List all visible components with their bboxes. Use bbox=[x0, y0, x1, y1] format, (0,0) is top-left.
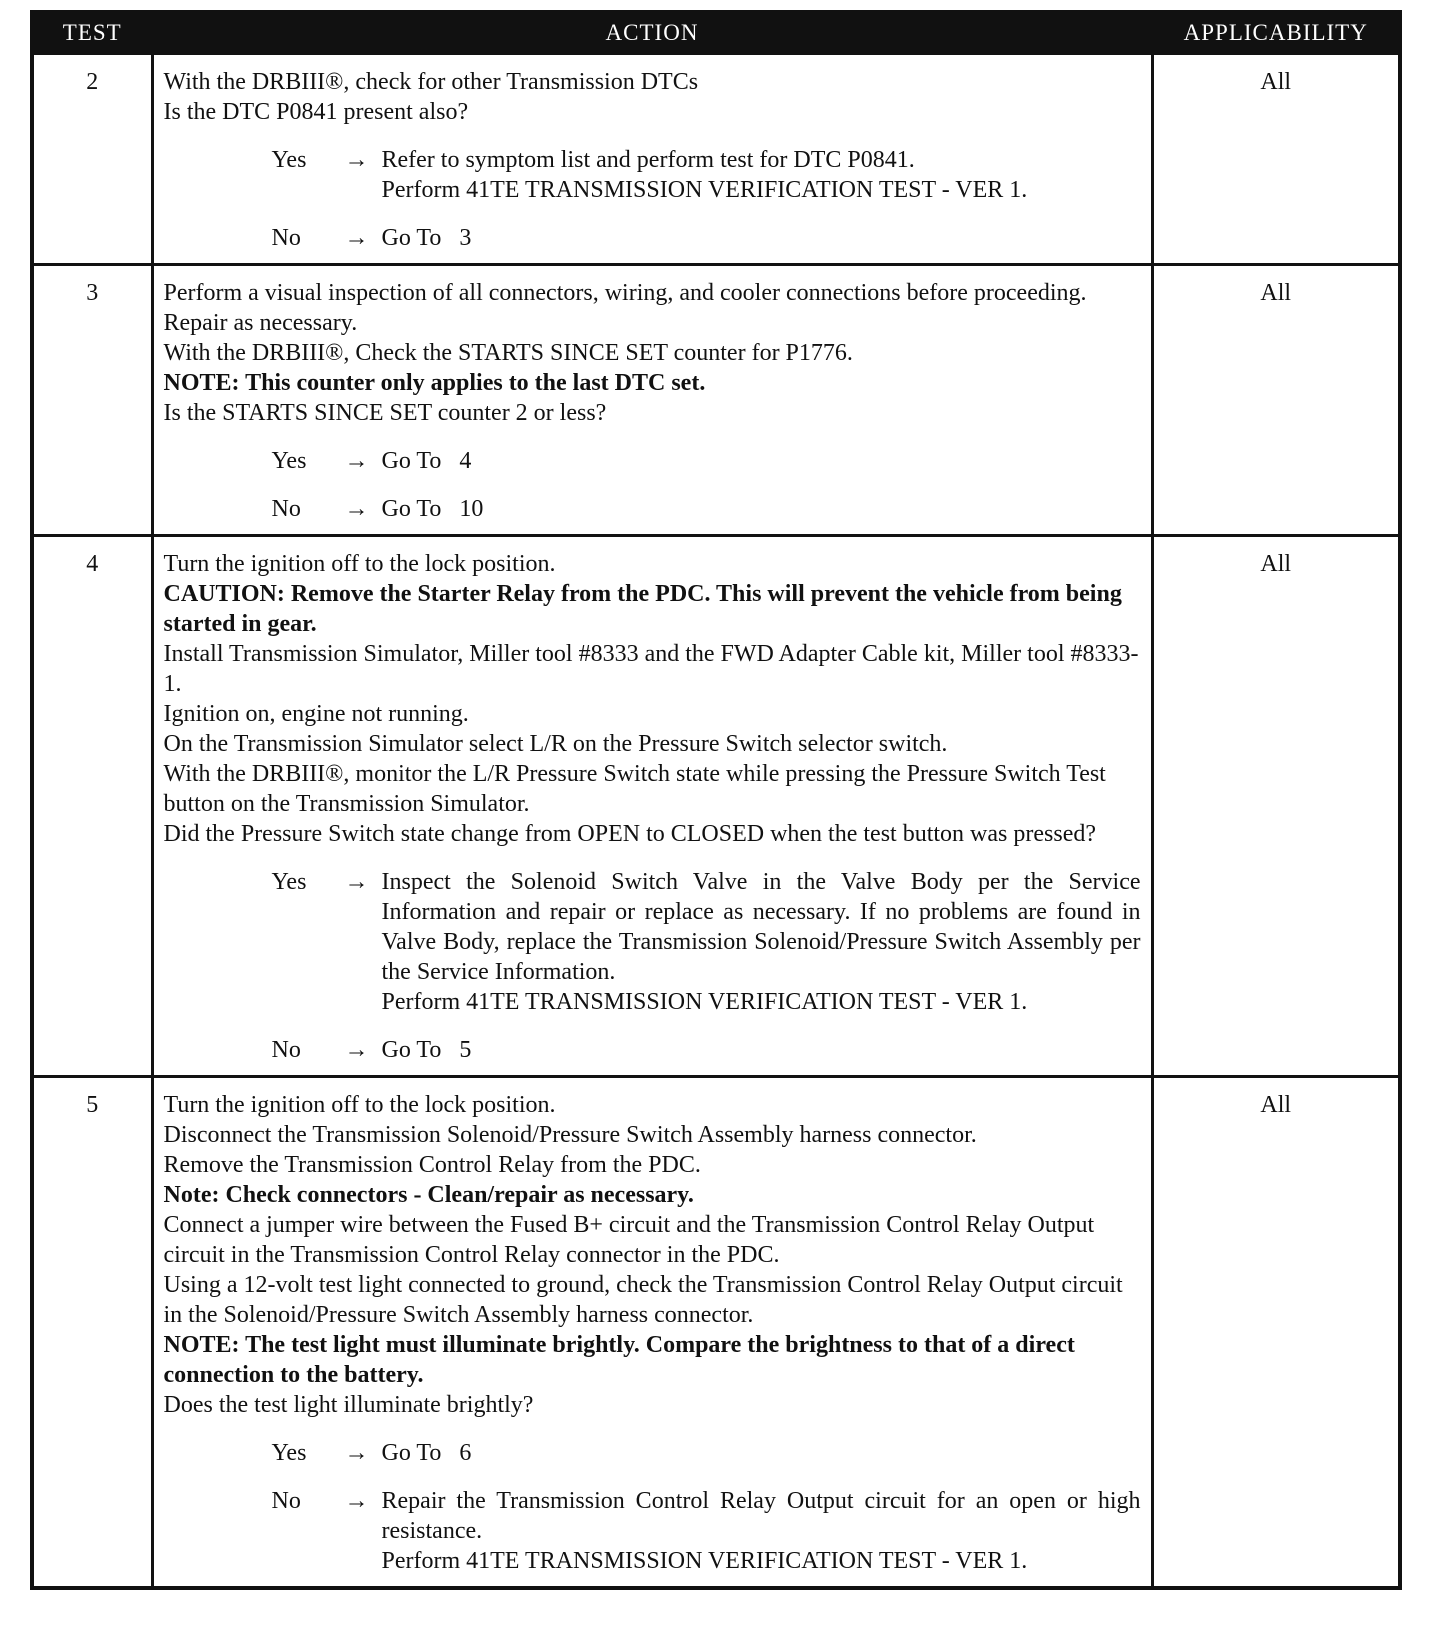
option-action-line: Perform 41TE TRANSMISSION VERIFICATION TEST - VER 1. bbox=[381, 989, 1028, 1015]
option-action bbox=[382, 223, 1141, 253]
option-label: No bbox=[271, 1488, 301, 1514]
test-number: 2 bbox=[32, 54, 152, 265]
option-action-line: Inspect the Solenoid Switch Valve in the Valve Body per the Service Information and repair or replace as necessary. If no problems are found in Valve Body, replace the Transmission Solenoid/Pressure Switch Assembly per the Service Information. bbox=[381, 869, 1147, 985]
option-action bbox=[381, 1486, 1147, 1576]
option-label: Yes bbox=[271, 869, 307, 895]
result-option-yes bbox=[164, 867, 1147, 1017]
test-row-2 bbox=[32, 54, 1400, 265]
test-row-3 bbox=[32, 265, 1400, 536]
option-label: Yes bbox=[271, 147, 307, 173]
action-note: NOTE: This counter only applies to the last DTC set. bbox=[163, 370, 706, 396]
applicability-value: All bbox=[1152, 265, 1400, 536]
test-row-4 bbox=[32, 536, 1400, 1077]
header-applicability: APPLICABILITY bbox=[1152, 12, 1400, 54]
right-arrow-icon: → bbox=[344, 448, 369, 474]
header-action: ACTION bbox=[152, 12, 1152, 54]
action-step: Is the DTC P0841 present also? bbox=[163, 99, 469, 125]
option-label: Yes bbox=[271, 448, 307, 474]
result-option-no bbox=[164, 223, 1141, 253]
action-note: Note: Check connectors - Clean/repair as necessary. bbox=[163, 1182, 694, 1208]
option-action bbox=[382, 1438, 1141, 1468]
option-action bbox=[382, 1035, 1141, 1065]
action-step: Disconnect the Transmission Solenoid/Pressure Switch Assembly harness connector. bbox=[163, 1122, 977, 1148]
action-step: With the DRBIII®, Check the STARTS SINCE SET counter for P1776. bbox=[163, 340, 853, 366]
right-arrow-icon: → bbox=[344, 1488, 369, 1514]
option-action-line: Go To 10 bbox=[381, 496, 484, 522]
option-action-line: Go To 6 bbox=[381, 1440, 472, 1466]
right-arrow-icon: → bbox=[344, 496, 369, 522]
option-action-line: Refer to symptom list and perform test for DTC P0841. bbox=[381, 147, 915, 173]
right-arrow-icon: → bbox=[344, 869, 369, 895]
action-step: Turn the ignition off to the lock position. bbox=[163, 551, 556, 577]
applicability-value: All bbox=[1152, 54, 1400, 265]
right-arrow-icon: → bbox=[344, 225, 369, 251]
result-option-no bbox=[164, 1486, 1147, 1576]
diagnostic-test-table bbox=[30, 10, 1402, 1590]
option-label: No bbox=[271, 496, 301, 522]
test-row-5 bbox=[32, 1077, 1400, 1589]
result-option-yes bbox=[164, 446, 1141, 476]
right-arrow-icon: → bbox=[344, 1440, 369, 1466]
option-action-line: Go To 3 bbox=[381, 225, 472, 251]
action-step: With the DRBIII®, monitor the L/R Pressure Switch state while pressing the Pressure Switch Test button on the Transmission Simulator. bbox=[163, 761, 1106, 817]
test-number: 5 bbox=[32, 1077, 152, 1589]
option-action-line: Repair the Transmission Control Relay Output circuit for an open or high resistance. bbox=[381, 1488, 1147, 1544]
result-option-no bbox=[164, 494, 1141, 524]
option-action-line: Perform 41TE TRANSMISSION VERIFICATION TEST - VER 1. bbox=[381, 177, 1028, 203]
action-step: Did the Pressure Switch state change from OPEN to CLOSED when the test button was pressed? bbox=[163, 821, 1096, 847]
action-cell bbox=[152, 54, 1152, 265]
test-number: 3 bbox=[32, 265, 152, 536]
diagnostic-page bbox=[30, 10, 1398, 1590]
action-cell bbox=[152, 536, 1152, 1077]
action-step: Is the STARTS SINCE SET counter 2 or less? bbox=[163, 400, 607, 426]
action-step: Perform a visual inspection of all connectors, wiring, and cooler connections before proceeding. Repair as necessary. bbox=[163, 280, 1087, 336]
action-step: Turn the ignition off to the lock position. bbox=[163, 1092, 556, 1118]
option-action-line: Go To 5 bbox=[381, 1037, 472, 1063]
result-option-no bbox=[164, 1035, 1141, 1065]
action-cell bbox=[152, 1077, 1152, 1589]
applicability-value: All bbox=[1152, 1077, 1400, 1589]
right-arrow-icon: → bbox=[344, 1037, 369, 1063]
header-test: TEST bbox=[32, 12, 152, 54]
action-note: NOTE: The test light must illuminate brightly. Compare the brightness to that of a direct connection to the battery. bbox=[163, 1332, 1075, 1388]
option-action bbox=[382, 446, 1141, 476]
action-step: Does the test light illuminate brightly? bbox=[163, 1392, 534, 1418]
option-label: No bbox=[271, 1037, 301, 1063]
option-label: No bbox=[271, 225, 301, 251]
action-step: On the Transmission Simulator select L/R on the Pressure Switch selector switch. bbox=[163, 731, 948, 757]
action-note: CAUTION: Remove the Starter Relay from the PDC. This will prevent the vehicle from being started in gear. bbox=[163, 581, 1122, 637]
action-step: Connect a jumper wire between the Fused B+ circuit and the Transmission Control Relay Output circuit in the Transmission Control Relay connector in the PDC. bbox=[163, 1212, 1095, 1268]
action-step: Install Transmission Simulator, Miller tool #8333 and the FWD Adapter Cable kit, Miller tool #8333-1. bbox=[163, 641, 1139, 697]
table-header-row bbox=[32, 12, 1400, 54]
action-cell bbox=[152, 265, 1152, 536]
action-step: Remove the Transmission Control Relay from the PDC. bbox=[163, 1152, 701, 1178]
result-option-yes bbox=[164, 145, 1141, 205]
option-action-line: Go To 4 bbox=[381, 448, 472, 474]
action-step: With the DRBIII®, check for other Transmission DTCs bbox=[163, 69, 699, 95]
option-action bbox=[382, 494, 1141, 524]
action-step: Ignition on, engine not running. bbox=[163, 701, 469, 727]
action-step: Using a 12-volt test light connected to ground, check the Transmission Control Relay Output circuit in the Solenoid/Pressure Switch Assembly harness connector. bbox=[163, 1272, 1123, 1328]
option-action bbox=[381, 867, 1147, 1017]
right-arrow-icon: → bbox=[344, 147, 369, 173]
result-option-yes bbox=[164, 1438, 1141, 1468]
test-number: 4 bbox=[32, 536, 152, 1077]
applicability-value: All bbox=[1152, 536, 1400, 1077]
option-action bbox=[382, 145, 1141, 205]
option-action-line: Perform 41TE TRANSMISSION VERIFICATION TEST - VER 1. bbox=[381, 1548, 1028, 1574]
option-label: Yes bbox=[271, 1440, 307, 1466]
